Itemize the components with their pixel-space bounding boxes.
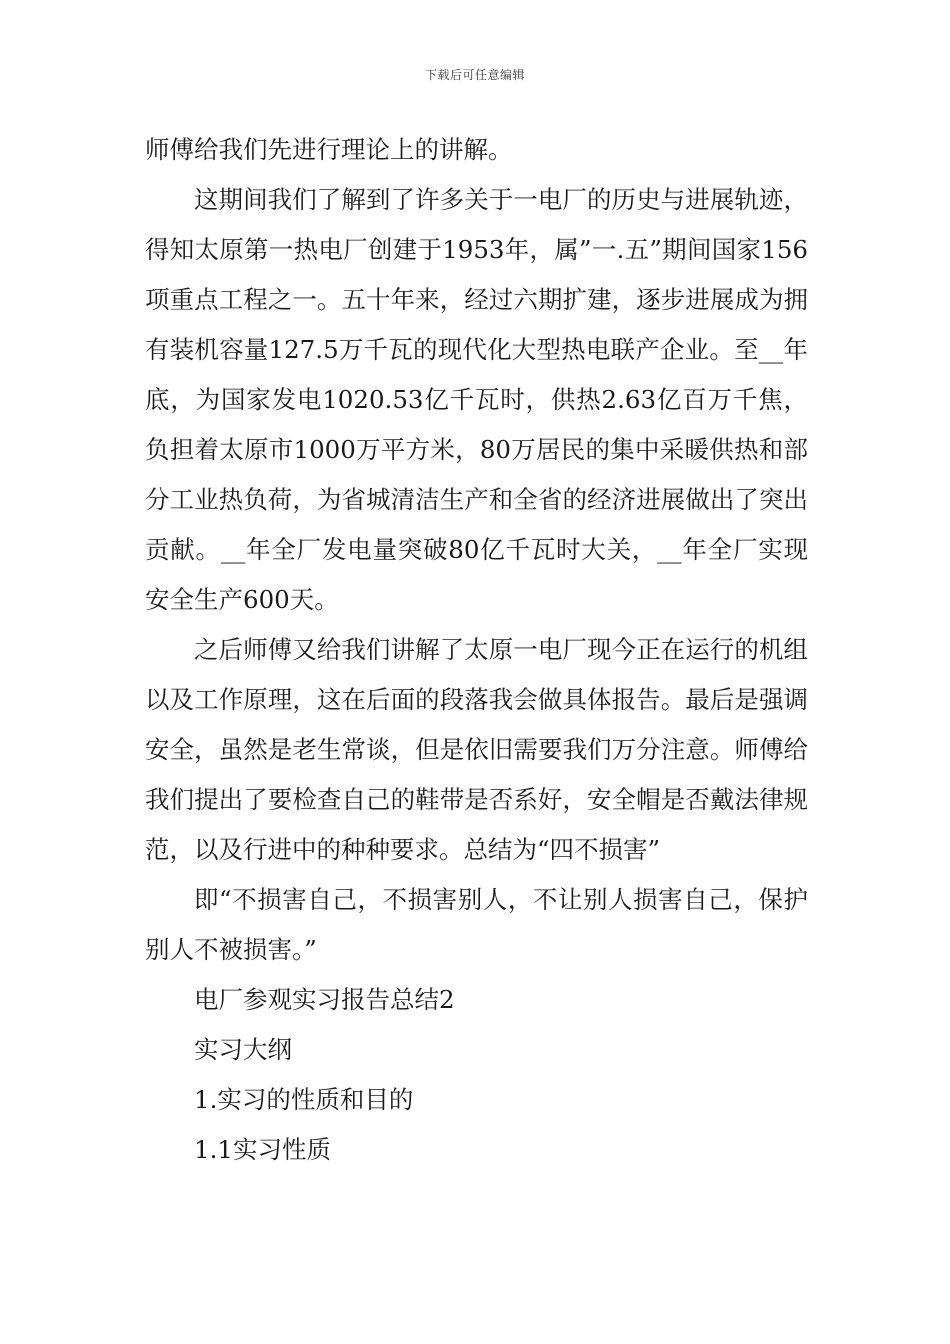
outline-item-1: 1.实习的性质和目的 — [194, 1085, 414, 1114]
outline-title: 实习大纲 — [194, 1035, 292, 1064]
section-title: 电厂参观实习报告总结2 — [194, 985, 455, 1014]
document-body — [145, 125, 808, 1175]
paragraph-safety: 之后师傅又给我们讲解了太原一电厂现今正在运行的机组以及工作原理，这在后面的段落我会做具体报告。最后是强调安全，虽然是老生常谈，但是依旧需要我们万分注意。师傅给我们提出了要检查自己的鞋带是否系好，安全帽是否戴法律规范，以及行进中的种种要求。总结为“四不损害” — [145, 635, 808, 864]
paragraph-history: 这期间我们了解到了许多关于一电厂的历史与进展轨迹，得知太原第一热电厂创建于1953年，属”一.五”期间国家156项重点工程之一。五十年来，经过六期扩建，逐步进展成为拥有装机容量127.5万千瓦的现代化大型热电联产企业。至__年底，为国家发电1020.53亿千瓦时，供热2.63亿百万千焦，负担着太原市1000万平方米，80万居民的集中采暖供热和部分工业热负荷，为省城清洁生产和全省的经济进展做出了突出贡献。__年全厂发电量突破80亿千瓦时大关，__年全厂实现安全生产600天。 — [145, 185, 808, 614]
paragraph-continuation: 师傅给我们先进行理论上的讲解。 — [145, 135, 513, 164]
paragraph-quote: 即“不损害自己，不损害别人，不让别人损害自己，保护别人不被损害。” — [145, 885, 808, 964]
header-note: 下载后可任意编辑 — [424, 68, 525, 82]
outline-item-1-1: 1.1实习性质 — [194, 1135, 331, 1164]
